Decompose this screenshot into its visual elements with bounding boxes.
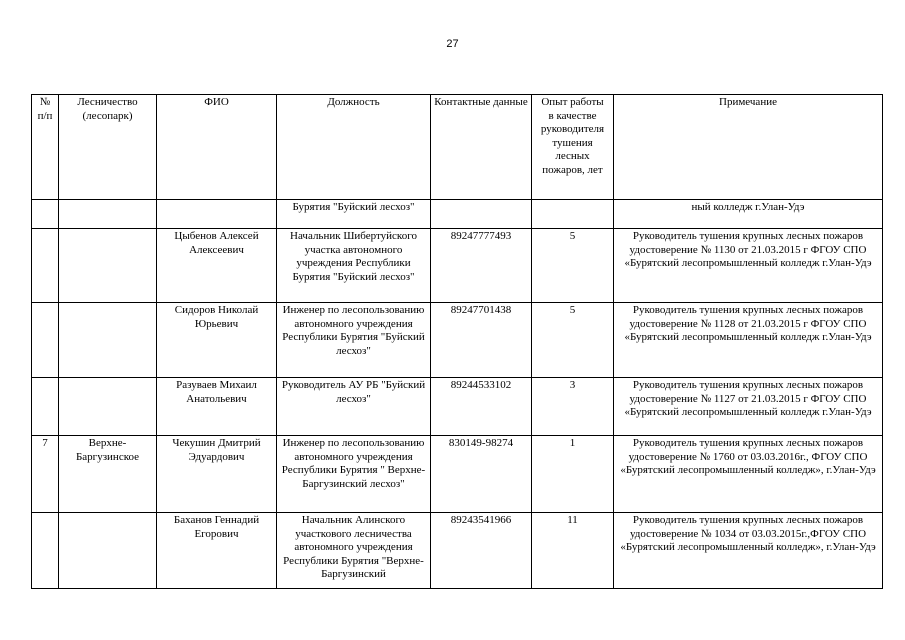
cell-forestry: Верхне-Баргузинское xyxy=(59,436,157,513)
header-fio: ФИО xyxy=(157,95,277,200)
cell-note: Руководитель тушения крупных лесных пожаров удостоверение № 1760 от 03.03.2016г., ФГОУ СПО «Бурятский лесопромышленный колледж», г.Улан-Удэ xyxy=(614,436,883,513)
header-experience: Опыт работы в качестве руководителя тушения лесных пожаров, лет xyxy=(532,95,614,200)
cell-forestry xyxy=(59,513,157,589)
cell-position: Инженер по лесопользованию автономного учреждения Республики Бурятия " Верхне-Баргузинский лесхоз" xyxy=(277,436,431,513)
staff-table xyxy=(31,94,883,589)
table-row xyxy=(32,303,883,378)
cell-position: Начальник Алинского участкового лесничества автономного учреждения Республики Бурятия "Верхне-Баргузинский xyxy=(277,513,431,589)
cell-position: Инженер по лесопользованию автономного учреждения Республики Бурятия "Буйский лесхоз" xyxy=(277,303,431,378)
cell-note: Руководитель тушения крупных лесных пожаров удостоверение № 1127 от 21.03.2015 г ФГОУ СПО «Бурятский лесопромышленный колледж г.Улан-Удэ xyxy=(614,378,883,436)
cell-note: Руководитель тушения крупных лесных пожаров удостоверение № 1128 от 21.03.2015 г ФГОУ СПО «Бурятский лесопромышленный колледж г.Улан-Удэ xyxy=(614,303,883,378)
header-forestry: Лесничество (лесопарк) xyxy=(59,95,157,200)
cell-fio xyxy=(157,200,277,229)
cell-num xyxy=(32,513,59,589)
cell-experience: 5 xyxy=(532,303,614,378)
cell-forestry xyxy=(59,229,157,303)
cell-contacts: 89243541966 xyxy=(431,513,532,589)
cell-position: Начальник Шибертуйского участка автономного учреждения Республики Бурятия "Буйский лесхоз" xyxy=(277,229,431,303)
table-row xyxy=(32,513,883,589)
cell-num xyxy=(32,200,59,229)
cell-note: Руководитель тушения крупных лесных пожаров удостоверение № 1034 от 03.03.2015г.,ФГОУ СПО «Бурятский лесопромышленный колледж», г.Улан-Удэ xyxy=(614,513,883,589)
cell-note: Руководитель тушения крупных лесных пожаров удостоверение № 1130 от 21.03.2015 г ФГОУ СПО «Бурятский лесопромышленный колледж г.Улан-Удэ xyxy=(614,229,883,303)
cell-fio: Чекушин Дмитрий Эдуардович xyxy=(157,436,277,513)
cell-num: 7 xyxy=(32,436,59,513)
cell-fio: Цыбенов Алексей Алексеевич xyxy=(157,229,277,303)
cell-contacts xyxy=(431,200,532,229)
cell-experience: 1 xyxy=(532,436,614,513)
cell-num xyxy=(32,303,59,378)
cell-num xyxy=(32,378,59,436)
cell-contacts: 89247777493 xyxy=(431,229,532,303)
cell-note: ный колледж г.Улан-Удэ xyxy=(614,200,883,229)
cell-experience xyxy=(532,200,614,229)
table-row xyxy=(32,200,883,229)
table-row xyxy=(32,436,883,513)
header-position: Должность xyxy=(277,95,431,200)
cell-experience: 5 xyxy=(532,229,614,303)
cell-forestry xyxy=(59,378,157,436)
header-note: Примечание xyxy=(614,95,883,200)
cell-contacts: 89247701438 xyxy=(431,303,532,378)
cell-position: Бурятия "Буйский лесхоз" xyxy=(277,200,431,229)
header-num: № п/п xyxy=(32,95,59,200)
table-header-row xyxy=(32,95,883,200)
header-contacts: Контактные данные xyxy=(431,95,532,200)
cell-contacts: 830149-98274 xyxy=(431,436,532,513)
cell-forestry xyxy=(59,303,157,378)
cell-position: Руководитель АУ РБ "Буйский лесхоз" xyxy=(277,378,431,436)
cell-fio: Сидоров Николай Юрьевич xyxy=(157,303,277,378)
table-row xyxy=(32,229,883,303)
cell-experience: 3 xyxy=(532,378,614,436)
cell-num xyxy=(32,229,59,303)
cell-contacts: 89244533102 xyxy=(431,378,532,436)
cell-forestry xyxy=(59,200,157,229)
cell-fio: Баханов Геннадий Егорович xyxy=(157,513,277,589)
page-number: 27 xyxy=(446,38,459,50)
table-row xyxy=(32,378,883,436)
cell-experience: 11 xyxy=(532,513,614,589)
cell-fio: Разуваев Михаил Анатольевич xyxy=(157,378,277,436)
